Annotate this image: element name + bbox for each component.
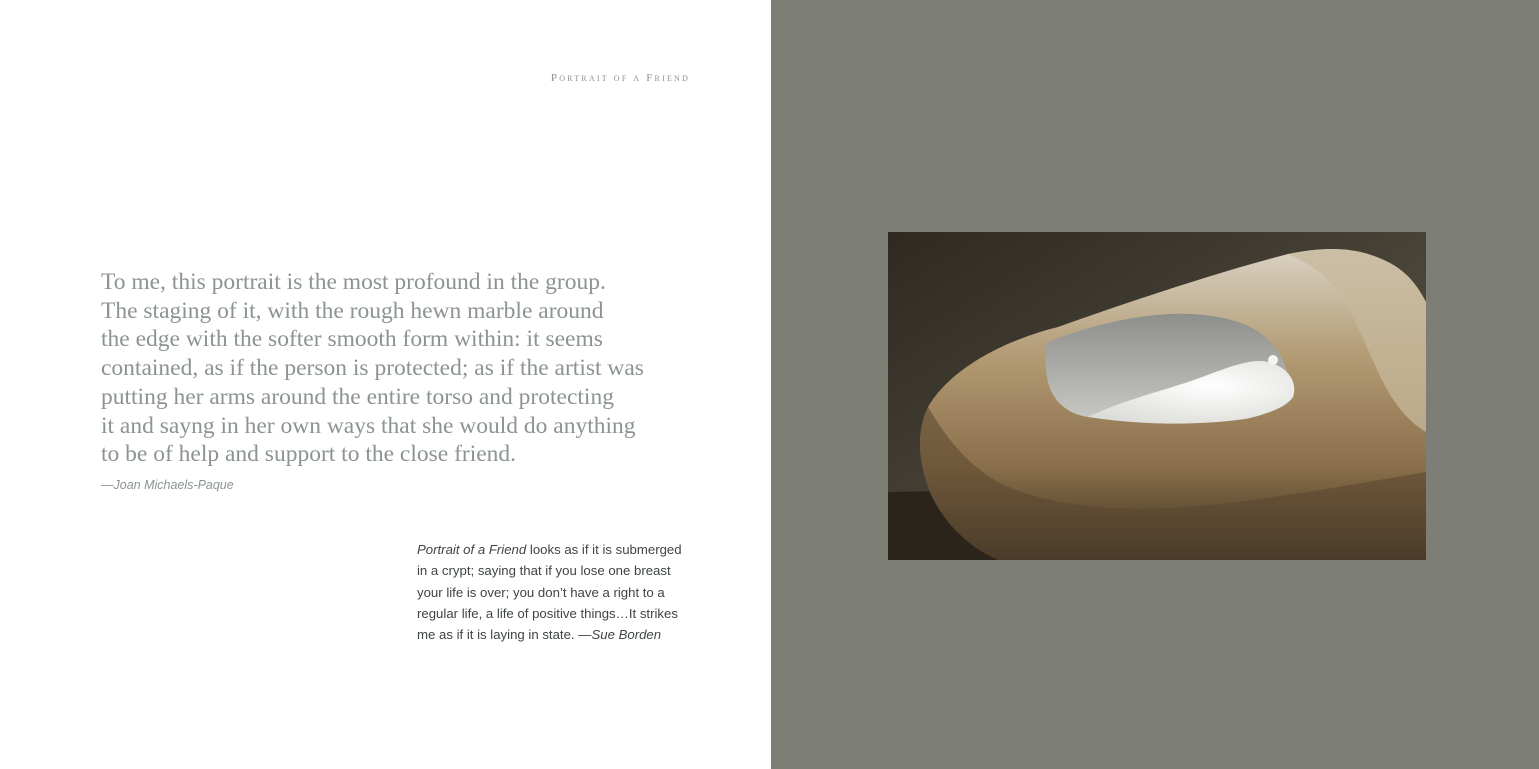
- second-quote-line: [417, 624, 717, 645]
- second-quote-line: your life is over; you don’t have a right to a: [417, 584, 665, 600]
- main-quote-line: to be of help and support to the close friend.: [101, 441, 517, 468]
- second-quote: [417, 539, 717, 645]
- artwork-title: Portrait of a Friend: [417, 542, 527, 557]
- second-quote-attribution: Sue Borden: [591, 627, 662, 643]
- second-quote-text: me as if it is laying in state. —: [417, 627, 592, 643]
- running-head: Portrait of a Friend: [550, 72, 690, 84]
- sculpture-photo: [888, 232, 1426, 560]
- main-quote-line: the edge with the softer smooth form within: it seems: [101, 326, 603, 353]
- second-quote-line: in a crypt; saying that if you lose one breast: [417, 563, 671, 579]
- second-quote-line: [417, 539, 717, 560]
- second-quote-text: looks as if it is submerged: [526, 542, 682, 557]
- main-quote-line: contained, as if the person is protected; as if the artist was: [101, 355, 644, 382]
- breast-detail: [1268, 355, 1278, 365]
- main-quote: [101, 268, 701, 469]
- main-quote-line: putting her arms around the entire torso and protecting: [101, 383, 614, 410]
- main-quote-line: it and sayng in her own ways that she would do anything: [101, 412, 636, 439]
- second-quote-line: regular life, a life of positive things…It strikes: [417, 605, 678, 621]
- main-quote-line: The staging of it, with the rough hewn marble around: [101, 297, 604, 324]
- main-quote-attribution: —Joan Michaels-Paque: [101, 478, 234, 492]
- main-quote-line: To me, this portrait is the most profound in the group.: [101, 269, 606, 295]
